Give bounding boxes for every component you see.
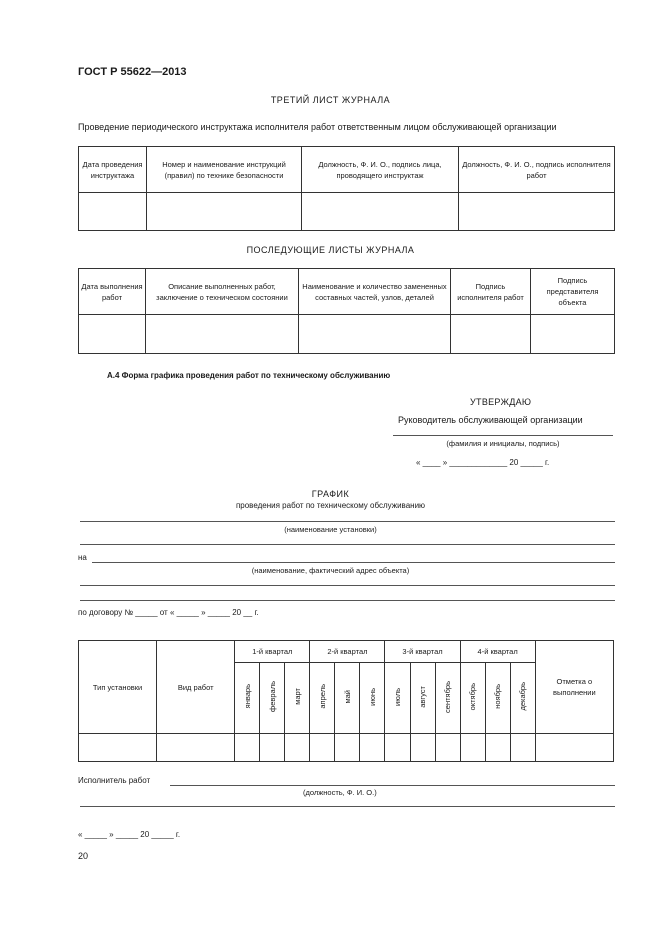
next-sheets-table [78, 268, 615, 354]
table-cell [335, 734, 360, 762]
approver-caption: (фамилия и инициалы, подпись) [446, 439, 560, 448]
executor-line [170, 785, 615, 786]
table-cell [260, 734, 285, 762]
on-label: на [78, 553, 87, 562]
column-header: Должность, Ф. И. О., подпись лица, проводящего инструктаж [302, 147, 459, 193]
table-cell [410, 734, 435, 762]
approval-date: « ____ » _____________ 20 _____ г. [416, 458, 550, 467]
table-cell [485, 734, 510, 762]
footer-date: « _____ » _____ 20 _____ г. [78, 830, 181, 839]
object-line-2 [80, 585, 615, 586]
month-label: июль [392, 687, 402, 706]
column-header-work: Вид работ [157, 641, 235, 734]
month-label: июнь [367, 687, 377, 706]
object-caption: (наименование, фактический адрес объекта) [251, 566, 410, 575]
schedule-table [78, 640, 614, 762]
month-label: сентябрь [443, 680, 453, 713]
table-cell [79, 193, 147, 231]
column-header: Дата выполнения работ [79, 269, 146, 315]
month-label: октябрь [468, 682, 478, 711]
month-header [460, 663, 485, 734]
table-cell [79, 734, 157, 762]
quarter-header: 4-й квартал [460, 641, 535, 663]
column-header: Номер и наименование инструкций (правил) по технике безопасности [147, 147, 302, 193]
installation-caption: (наименование установки) [284, 525, 377, 534]
approver-signature-line [393, 435, 613, 436]
executor-caption: (должность, Ф. И. О.) [303, 788, 377, 797]
month-header [335, 663, 360, 734]
column-header: Наименование и количество замененных составных частей, узлов, деталей [299, 269, 451, 315]
table-cell [235, 734, 260, 762]
table-cell [146, 315, 299, 354]
month-header [235, 663, 260, 734]
third-sheet-table [78, 146, 615, 231]
third-sheet-title: ТРЕТИЙ ЛИСТ ЖУРНАЛА [270, 95, 391, 105]
quarter-header: 1-й квартал [235, 641, 310, 663]
object-line [92, 562, 615, 563]
table-cell [285, 734, 310, 762]
quarter-header: 3-й квартал [385, 641, 460, 663]
table-cell [360, 734, 385, 762]
installation-line-2 [80, 544, 615, 545]
column-header: Описание выполненных работ, заключение о техническом состоянии [146, 269, 299, 315]
table-cell [79, 315, 146, 354]
month-label: март [292, 688, 302, 705]
section-heading: А.4 Форма графика проведения работ по техническому обслуживанию [107, 371, 391, 380]
month-header [510, 663, 535, 734]
month-header [360, 663, 385, 734]
month-header [435, 663, 460, 734]
month-header [260, 663, 285, 734]
page-number: 20 [78, 851, 89, 861]
table-cell [510, 734, 535, 762]
next-sheets-title: ПОСЛЕДУЮЩИЕ ЛИСТЫ ЖУРНАЛА [246, 245, 415, 255]
table-cell [302, 193, 459, 231]
month-label: декабрь [518, 682, 528, 711]
table-cell [460, 734, 485, 762]
object-line-3 [80, 600, 615, 601]
contract-line: по договору № _____ от « _____ » _____ 20 __ г. [78, 608, 259, 617]
month-label: ноябрь [493, 684, 503, 709]
approve-label: УТВЕРЖДАЮ [470, 397, 532, 407]
column-header: Должность, Ф. И. О., подпись исполнителя работ [459, 147, 615, 193]
column-header-type: Тип установки [79, 641, 157, 734]
document-header: ГОСТ Р 55622—2013 [78, 66, 187, 78]
month-header [385, 663, 410, 734]
month-header [285, 663, 310, 734]
schedule-title: ГРАФИК [311, 489, 350, 499]
quarter-header: 2-й квартал [310, 641, 385, 663]
table-cell [451, 315, 531, 354]
month-header [410, 663, 435, 734]
table-cell [459, 193, 615, 231]
executor-line-2 [80, 806, 615, 807]
table-cell [531, 315, 615, 354]
table-cell [147, 193, 302, 231]
table-cell [385, 734, 410, 762]
installation-line [80, 521, 615, 522]
table-cell [535, 734, 613, 762]
table-cell [157, 734, 235, 762]
column-header: Подпись исполнителя работ [451, 269, 531, 315]
month-label: май [342, 689, 352, 704]
table-cell [310, 734, 335, 762]
month-label: январь [242, 684, 252, 709]
month-header [485, 663, 510, 734]
month-label: август [418, 685, 428, 708]
table-cell [435, 734, 460, 762]
column-header: Подпись представителя объекта [531, 269, 615, 315]
month-label: апрель [317, 684, 327, 709]
column-header-mark: Отметка о выполнении [535, 641, 613, 734]
third-sheet-subtitle: Проведение периодического инструктажа исполнителя работ ответственным лицом обслуживающей организации [78, 122, 557, 132]
month-label: февраль [267, 681, 277, 712]
month-header [310, 663, 335, 734]
column-header: Дата проведения инструктажа [79, 147, 147, 193]
table-cell [299, 315, 451, 354]
executor-label: Исполнитель работ [78, 776, 151, 785]
approver-role: Руководитель обслуживающей организации [398, 415, 583, 425]
schedule-subtitle: проведения работ по техническому обслуживанию [235, 501, 426, 510]
